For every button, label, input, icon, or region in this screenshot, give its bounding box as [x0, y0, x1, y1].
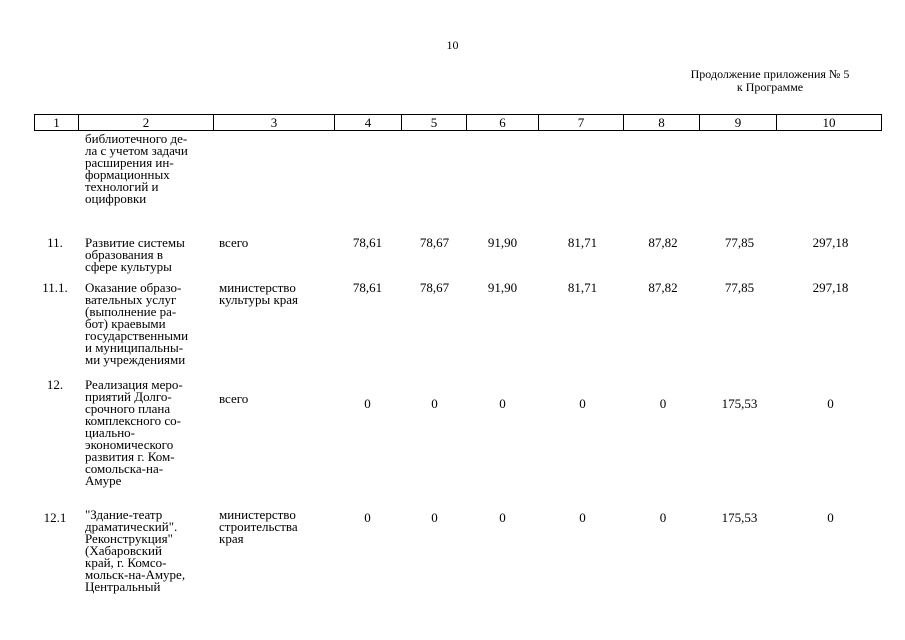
row-number: 12. — [46, 377, 64, 392]
value-col-4: 0 — [364, 510, 371, 525]
value-col-6: 91,90 — [487, 280, 518, 295]
value-col-6: 0 — [499, 510, 506, 525]
value-col-5: 78,67 — [419, 280, 450, 295]
value-col-8: 0 — [659, 510, 667, 525]
header-col-3: 3 — [214, 115, 335, 131]
value-col-9: 175,53 — [721, 396, 758, 411]
value-col-7: 0 — [579, 396, 586, 411]
header-col-4: 4 — [335, 115, 402, 131]
column-number-header — [34, 114, 882, 131]
header-col-7: 7 — [539, 115, 624, 131]
header-col-9: 9 — [700, 115, 777, 131]
header-col-5: 5 — [402, 115, 467, 131]
value-col-8: 87,82 — [648, 280, 678, 295]
value-col-10: 297,18 — [812, 280, 849, 295]
row-executor: всего — [219, 391, 249, 406]
header-col-2: 2 — [79, 115, 214, 131]
value-col-10: 297,18 — [812, 235, 849, 250]
row-number: 11.1. — [42, 280, 68, 295]
row-name: Оказание образо- вательных услуг (выполнение ра- бот) краевыми государственными и муниципальны- ми учреждениями — [85, 280, 189, 367]
row-executor: всего — [219, 235, 249, 250]
header-col-8: 8 — [624, 115, 700, 131]
value-col-8: 0 — [659, 396, 667, 411]
value-col-5: 78,67 — [419, 235, 450, 250]
row-executor: министерство культуры края — [219, 280, 299, 307]
row-number: 12.1 — [43, 510, 67, 525]
value-col-9: 175,53 — [721, 510, 758, 525]
value-col-4: 0 — [364, 396, 371, 411]
value-col-5: 0 — [431, 510, 438, 525]
header-col-6: 6 — [467, 115, 539, 131]
continued-text: библиотечного де- ла с учетом задачи расширения ин- формационных технологий и оцифровки — [85, 131, 188, 206]
value-col-4: 78,61 — [352, 280, 383, 295]
appendix-title: Продолжение приложения № 5 к Программе — [690, 67, 850, 94]
value-col-7: 81,71 — [567, 280, 598, 295]
header-col-1: 1 — [35, 115, 79, 131]
value-col-4: 78,61 — [352, 235, 383, 250]
value-col-10: 0 — [827, 510, 834, 525]
value-col-7: 81,71 — [567, 235, 598, 250]
row-name: Реализация меро- приятий Долго- срочного плана комплексного со- циально- экономического развития г. Ком- сомольска-на- Амуре — [85, 377, 183, 488]
value-col-9: 77,85 — [724, 235, 755, 250]
value-col-8: 87,82 — [648, 235, 678, 250]
row-number: 11. — [47, 235, 63, 250]
header-col-10: 10 — [777, 115, 882, 131]
row-name: "Здание-театр драматический". Реконструкция" (Хабаровский край, г. Комсо- мольск-на-Амуре, Центральный — [85, 507, 186, 594]
value-col-10: 0 — [827, 396, 834, 411]
value-col-9: 77,85 — [724, 280, 755, 295]
value-col-6: 91,90 — [487, 235, 518, 250]
row-executor: министерство строительства края — [219, 507, 298, 546]
value-col-6: 0 — [499, 396, 506, 411]
page-number: 10 — [446, 38, 459, 52]
value-col-7: 0 — [579, 510, 586, 525]
value-col-5: 0 — [431, 396, 438, 411]
row-name: Развитие системы образования в сфере культуры — [85, 235, 185, 274]
